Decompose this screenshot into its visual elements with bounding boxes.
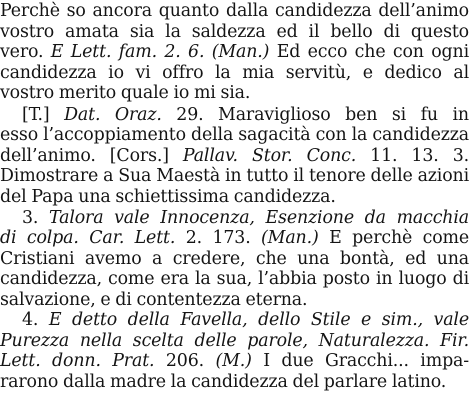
line-14-text: candidezza, come era la sua, l’abbia posto in luogo di bbox=[0, 269, 469, 289]
citation-man: (Man.) bbox=[261, 228, 319, 248]
text-line-9 bbox=[0, 165, 469, 188]
line-8-text-b: 11. 13. 3. bbox=[356, 145, 469, 166]
citation-dat-oraz: Dat. Oraz. bbox=[64, 104, 162, 125]
line-13-text: Cristiani avemo a credere, che una bontà, ed una bbox=[0, 248, 469, 269]
line-2-text: vostro amata sia la saldezza ed il bello di questo bbox=[0, 21, 469, 42]
line-10-text: del Papa una schiettissima candidezza. bbox=[0, 187, 336, 207]
sense-3-definition: Talora vale Innocenza, Esenzione da macchia bbox=[49, 207, 469, 228]
line-1-text: Perchè so ancora quanto dalla candidezza dell’animo bbox=[0, 1, 469, 21]
line-9-text: Dimostrare a Sua Maestà in tutto il tenore delle azioni bbox=[0, 166, 469, 186]
line-3-text-b: Ed ecco che con ogni bbox=[269, 42, 469, 62]
line-3-text-a: vero. bbox=[0, 42, 51, 62]
sense-number-4: 4. bbox=[22, 310, 49, 330]
line-8-text-a: dell’animo. [Cors.] bbox=[0, 145, 183, 166]
sense-number-3: 3. bbox=[22, 207, 49, 228]
line-6-marker: [T.] bbox=[22, 104, 65, 125]
line-7-text: esso l’accoppiamento della sagacità con la candidezza bbox=[0, 125, 469, 145]
sense-4-definition-cont: Purezza nella scelta delle parole, Naturalezza. Fir. bbox=[0, 330, 469, 351]
line-6-text: 29. Maraviglioso ben si fu in bbox=[161, 104, 469, 125]
sense-4-definition: E detto della Favella, dello Stile e sim., vale bbox=[48, 310, 469, 330]
line-18-text-a: 206. bbox=[154, 351, 216, 371]
citation-m: (M.) bbox=[215, 351, 252, 371]
citation-lett-fam: E Lett. fam. 2. 6. (Man.) bbox=[50, 42, 270, 62]
line-4-text: candidezza io vi offro la mia servitù, e dedico al bbox=[0, 62, 469, 83]
text-line-19 bbox=[0, 371, 469, 394]
line-5-text: vostro merito quale io mi sia. bbox=[0, 83, 251, 103]
citation-lett-donn: Lett. donn. Prat. bbox=[0, 351, 155, 371]
citation-pallav: Pallav. Stor. Conc. bbox=[182, 145, 357, 166]
text-line-5 bbox=[0, 82, 469, 105]
sense-3-definition-cont: di colpa. Car. Lett. bbox=[0, 228, 176, 248]
line-12-text-b: E perchè come bbox=[318, 228, 469, 248]
line-15-text: salvazione, e di contentezza eterna. bbox=[0, 289, 308, 310]
line-18-text-b: I due Gracchi... impa- bbox=[251, 351, 469, 371]
line-19-text: rarono dalla madre la candidezza del parlare latino. bbox=[0, 371, 447, 392]
line-12-text-a: 2. 173. bbox=[175, 228, 262, 248]
